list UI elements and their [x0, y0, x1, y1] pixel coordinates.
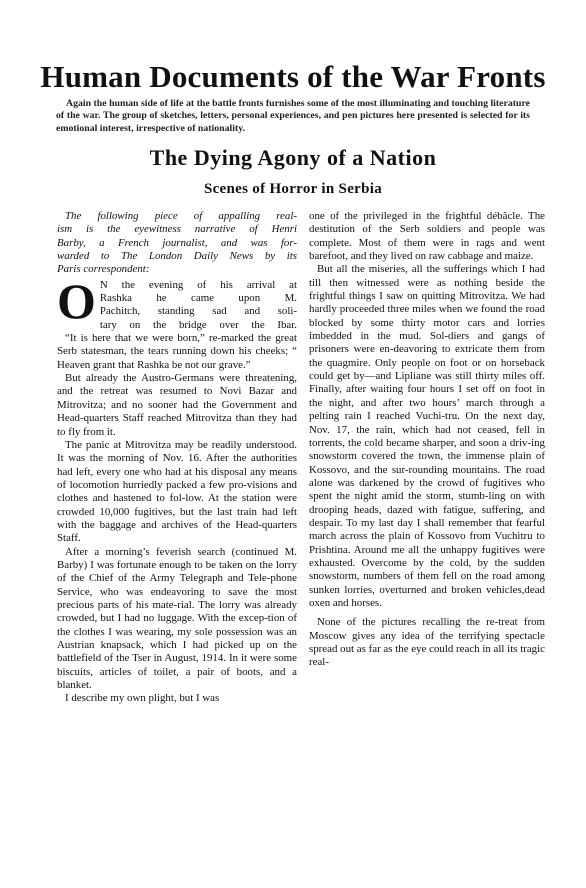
- first-paragraph-line: N the evening of his arrival at: [99, 278, 297, 291]
- first-paragraph-line: tary on the bridge over the Ibar.: [99, 318, 297, 331]
- lead-line: The following piece of appalling real-: [65, 210, 297, 222]
- paragraph: The panic at Mitrovitza may be readily understood. It was the morning of Nov. 16. After the authorities had left, every one who had at his disposal any means of locomotion hurriedly packed a few pro-visions and clothes and hastened to fol-low. At the station were crowded 10,000 fugitives, but the last train had left with the baggage and archives of the Head-quarters Staff.: [57, 438, 297, 545]
- paragraph: But all the miseries, all the sufferings which I had till then witnessed were as nothing beside the frightful things I saw on quitting Mitrovitza. We had hardly proceeded three miles when we found the road blocked by some thirty motor cars and lorries imbedded in the mud. Sol-diers and gangs of prisoners were en-deavoring to extricate them from the quagmire. Only people on foot or on horseback could get by—and Lipliane was still thirty miles off. Finally, after waiting four hours I set off on foot in the night, and after two hours’ march through a pelting rain I reached Vuchi-tru. On the next day, Nov. 17, the rain, which had not ceased, fell in torrents, the cold became sharper, and soon a driv-ing snowstorm covered the town, the immense plain of Kossovo, and the sur-rounding mountains. The road alone was darkened by the crowd of fugitives who spent the night amid the storm, stumb-ling on with drooping heads, dazed with fatigue, suffering, and despair. To my last day I shall remember that fearful march across the plain of Kossovo from Vuchitru to Prishtina. Around me all the unhappy fugitives were exhausted. Overcome by the cold, by the sudden snowstorm, numbers of them fell on the road among sunken lorries, overturned and broken vehicles,dead oxen and horses.: [309, 263, 545, 609]
- section-introduction: [56, 98, 530, 135]
- editorial-lead: [57, 210, 297, 277]
- lead-line: ism is the eyewitness narrative of Henri: [57, 223, 297, 236]
- article-column-left: [57, 210, 297, 706]
- paragraph: After a morning’s feverish search (continued M. Barby) I was fortunate enough to be taken on the lorry of the Chief of the Army Telegraph and Tele-phone Service, who was endeavoring to save the most precious parts of his mate-rial. The lorry was already crowded, but I had no luggage. With the excep-tion of the clothes I was wearing, my sole possession was an Austrian knapsack, which I had picked up on the battlefield of the Tser in August, 1914. In it were some biscuits, articles of toilet, a pair of boots, and a blanket.: [57, 545, 297, 692]
- paragraph: one of the privileged in the frightful débâcle. The destitution of the Serb soldiers and people was complete. Most of them were in rags and went barefoot, and they lived on raw cabbage and maize.: [309, 210, 545, 263]
- paragraph: None of the pictures recalling the re-treat from Moscow gives any idea of the terrifying spectacle spread out as far as the eye could reach in all its tragic real-: [309, 616, 545, 669]
- lead-line: Paris correspondent:: [57, 263, 150, 276]
- paragraph: But already the Austro-Germans were threatening, and the retreat was resumed to Novi Bazar and Mitrovitza; and no sooner had the Government and Head-quarters Staff reached Mitrovitza than they had to fly from it.: [57, 372, 297, 438]
- first-paragraph-line: Rashka he came upon M.: [99, 292, 297, 305]
- page-headline: Human Documents of the War Fronts: [40, 59, 546, 94]
- first-paragraph-line: Pachitch, standing sad and soli-: [99, 305, 297, 318]
- paragraph: “It is here that we were born,” re-marked the great Serb statesman, the tears running down his cheeks; “ Heaven grant that Rashka be not our grave.”: [57, 332, 297, 371]
- drop-cap: O: [57, 272, 96, 329]
- first-paragraph: [57, 272, 297, 332]
- intro-paragraph: Again the human side of life at the battle fronts furnishes some of the most illuminating and touching literature of the war. The group of sketches, letters, personal experiences, and pen pictures here presented is selected for its emotional interest, irrespective of nationality.: [56, 98, 530, 134]
- article-title: The Dying Agony of a Nation: [149, 145, 437, 170]
- article-column-right: [309, 210, 545, 670]
- article-subtitle: Scenes of Horror in Serbia: [203, 181, 383, 197]
- lead-line: Barby, a French journalist, and was for-: [57, 236, 297, 249]
- lead-line: warded to The London Daily News by its: [57, 250, 297, 263]
- paragraph: I describe my own plight, but I was: [65, 692, 220, 705]
